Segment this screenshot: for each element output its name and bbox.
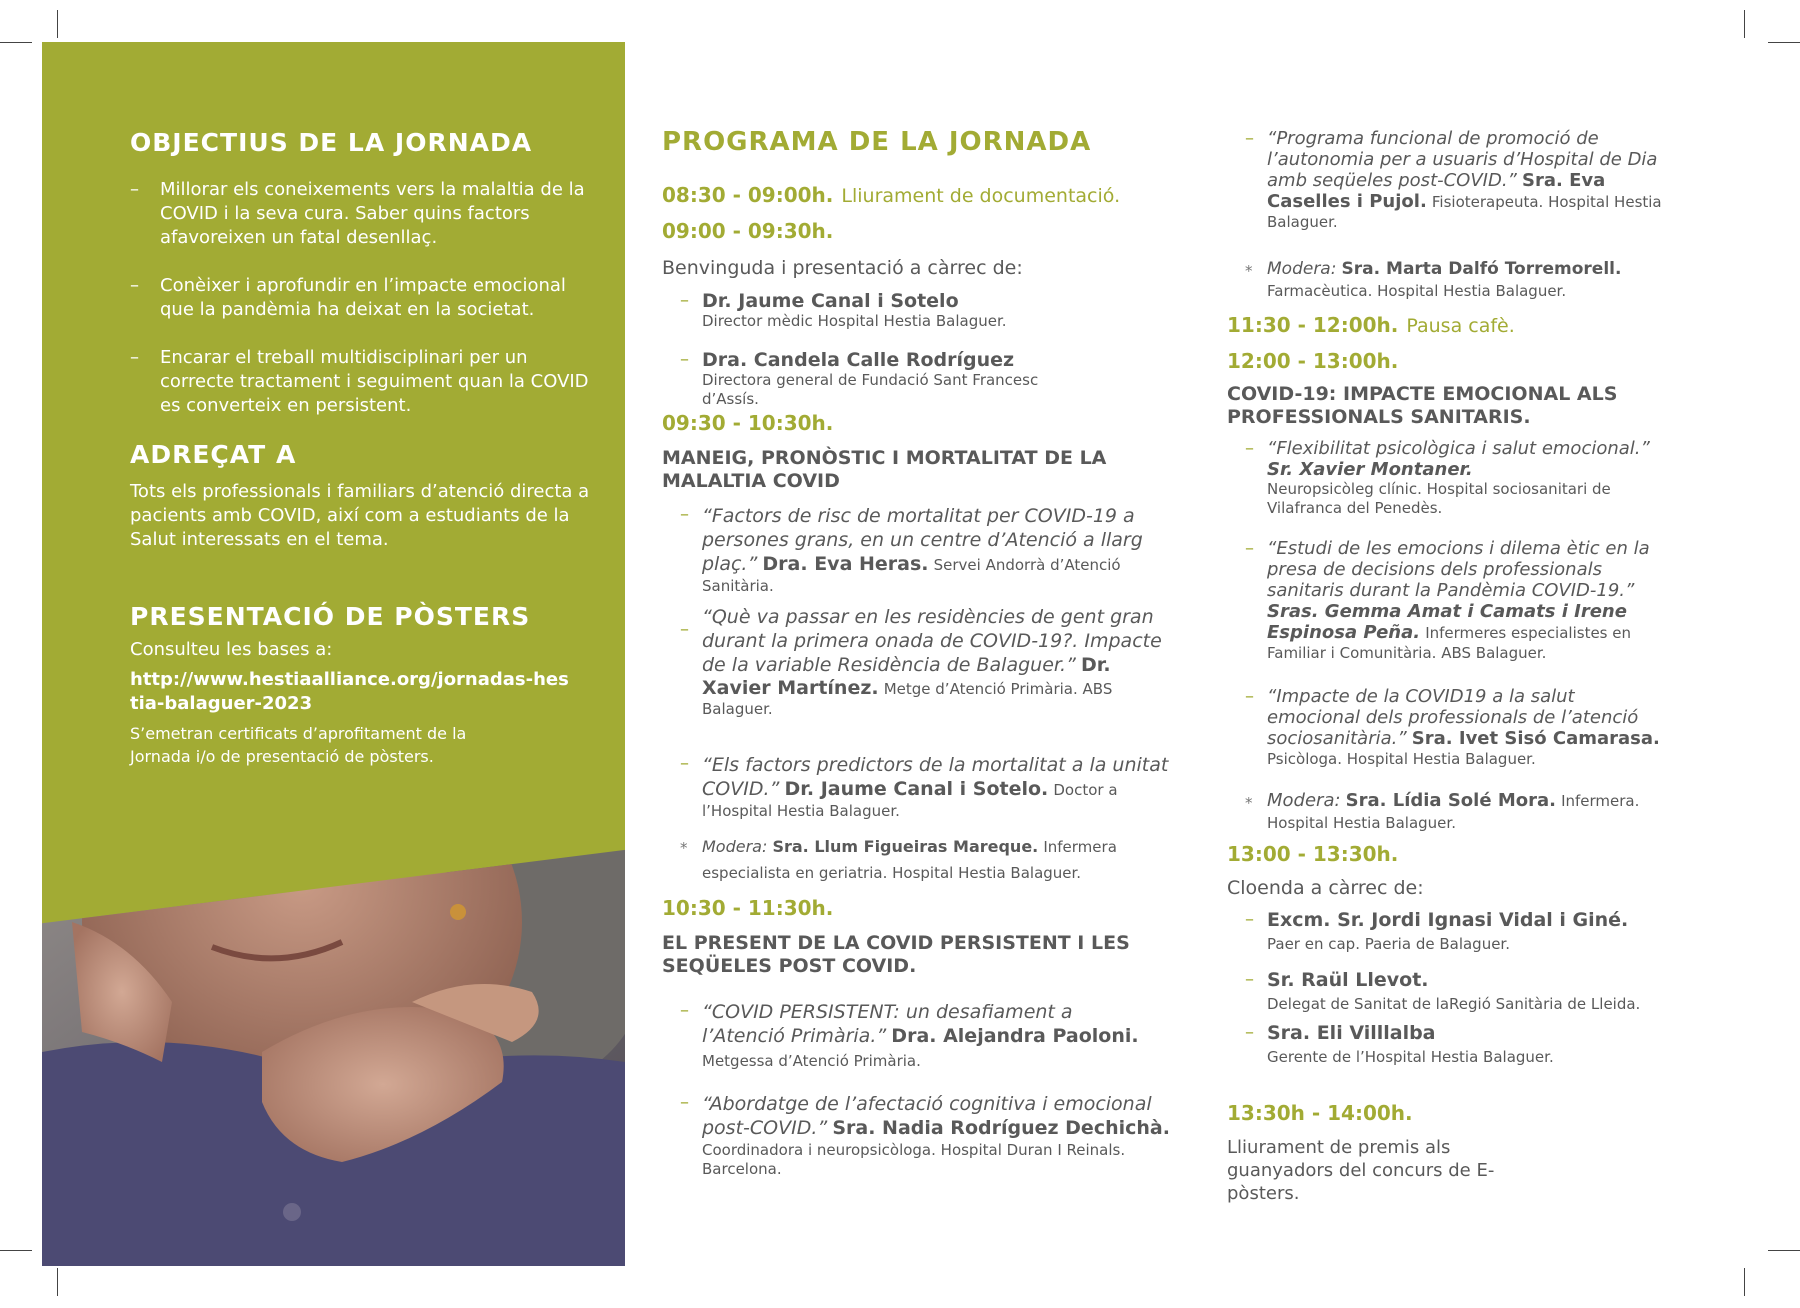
audience-title: ADREÇAT A <box>130 440 297 469</box>
list-item: – Dra. Candela Calle Rodríguez Directora general de Fundació Sant Francesc d’Assís. <box>680 349 1039 408</box>
session-time: 08:30 - 09:00h. Lliurament de documentació. <box>662 183 1121 207</box>
list-item: – Dr. Jaume Canal i Sotelo Director mèdic Hospital Hestia Balaguer. <box>680 290 1007 330</box>
dash-icon: – <box>130 275 139 296</box>
left-content <box>130 126 600 768</box>
asterisk-icon: * <box>680 839 688 857</box>
list-item: * Modera: Sra. Llum Figueiras Mareque. Infermera especialista en geriatria. Hospital Hestia Balaguer. <box>680 837 1117 882</box>
session-time: 10:30 - 11:30h. <box>662 896 834 920</box>
list-item: – “Programa funcional de promoció de l’autonomia per a usuaris d’Hospital de Dia amb seqüeles post-COVID.” Sra. Eva Caselles i Pujol. Fisioterapeuta. Hospital Hestia Balaguer. <box>1245 128 1662 231</box>
crop-mark <box>1768 42 1800 43</box>
list-item: – “Estudi de les emocions i dilema ètic en la presa de decisions dels professionals sanitaris durant la Pandèmia COVID-19.” Sras. Gemma Amat i Camats i Irene Espinosa Peña. Infermeres especialistes en Familiar i Comunitària. ABS Balaguer. <box>1245 538 1650 662</box>
dash-icon: – <box>1245 1022 1254 1043</box>
list-item: – Sr. Raül Llevot. Delegat de Sanitat de laRegió Sanitària de Lleida. <box>1245 969 1641 1013</box>
asterisk-icon: * <box>1245 262 1253 280</box>
dash-icon: – <box>1245 686 1254 707</box>
crop-mark <box>57 10 58 38</box>
dash-icon: – <box>680 753 689 774</box>
list-item: – Conèixer i aprofundir en l’impacte emocional que la pandèmia ha deixat en la societat. <box>130 275 566 320</box>
list-item: – “Flexibilitat psicològica i salut emocional.” Sr. Xavier Montaner. Neuropsicòleg clínic. Hospital sociosanitari de Vilafranca del Penedès. <box>1245 438 1650 517</box>
crop-mark <box>1744 10 1745 38</box>
session-heading: COVID-19: IMPACTE EMOCIONAL ALS PROFESSIONALS SANITARIS. <box>1227 383 1618 428</box>
posters-intro: Consulteu les bases a: <box>130 639 333 660</box>
list-item: – “Què va passar en les residències de gent gran durant la primera onada de COVID-19?. Impacte de la variable Residència de Balaguer.” Dr. Xavier Martínez. Metge d’Atenció Primària. ABS Balaguer. <box>680 606 1162 718</box>
list-item: – Sra. Eli Villlalba Gerente de l’Hospital Hestia Balaguer. <box>1245 1022 1554 1066</box>
list-item: – “Abordatge de l’afectació cognitiva i emocional post-COVID.” Sra. Nadia Rodríguez Dechichà. Coordinadora i neuropsicòloga. Hospital Duran I Reinals. Barcelona. <box>680 1092 1170 1178</box>
list-item: – Encarar el treball multidisciplinari per un correcte tractament i seguiment quan la COVID es converteix en persistent. <box>130 347 589 416</box>
session-intro: Benvinguda i presentació a càrrec de: <box>662 257 1023 279</box>
posters-title: PRESENTACIÓ DE PÒSTERS <box>130 602 531 631</box>
list-item: – “COVID PERSISTENT: un desafiament a l’Atenció Primària.” Dra. Alejandra Paoloni. Metgessa d’Atenció Primària. <box>680 1000 1139 1070</box>
list-item: – “Factors de risc de mortalitat per COVID-19 a persones grans, en un centre d’Atenció a llarg plaç.” Dra. Eva Heras. Servei Andorrà d’Atenció Sanitària. <box>680 504 1143 595</box>
objectives-list <box>130 178 600 418</box>
list-item: * Modera: Sra. Lídia Solé Mora. Infermera. Hospital Hestia Balaguer. <box>1245 790 1640 832</box>
crop-mark <box>57 1268 58 1296</box>
dash-icon: – <box>680 619 689 640</box>
audience-text: Tots els professionals i familiars d’atenció directa a pacients amb COVID, així com a estudiants de la Salut interessats en el tema. <box>130 481 590 550</box>
session-desc: Lliurament de premis als guanyadors del concurs de E-pòsters. <box>1227 1137 1495 1204</box>
crop-mark <box>1768 1250 1800 1251</box>
dash-icon: – <box>1245 969 1254 990</box>
dash-icon: – <box>1245 538 1254 559</box>
asterisk-icon: * <box>1245 794 1253 812</box>
posters-link[interactable]: http://www.hestiaalliance.org/jornadas-hestia-balaguer-2023 <box>130 669 569 714</box>
list-item: – “Els factors predictors de la mortalitat a la unitat COVID.” Dr. Jaume Canal i Sotelo. Doctor a l’Hospital Hestia Balaguer. <box>680 753 1169 820</box>
program-title: PROGRAMA DE LA JORNADA <box>662 127 1092 157</box>
list-item: * Modera: Sra. Marta Dalfó Torremorell. Farmacèutica. Hospital Hestia Balaguer. <box>1245 259 1622 300</box>
crop-mark <box>1744 1268 1745 1296</box>
dash-icon: – <box>1245 438 1254 459</box>
dash-icon: – <box>680 1000 689 1021</box>
objectives-title: OBJECTIUS DE LA JORNADA <box>130 128 533 157</box>
crop-mark <box>0 42 32 43</box>
session-time: 13:30h - 14:00h. <box>1227 1101 1413 1125</box>
dash-icon: – <box>1245 909 1254 930</box>
dash-icon: – <box>1245 128 1254 149</box>
dash-icon: – <box>680 1092 689 1113</box>
session-intro: Cloenda a càrrec de: <box>1227 877 1424 899</box>
crop-mark <box>0 1250 32 1251</box>
session-time: 09:00 - 09:30h. <box>662 219 834 243</box>
session-time: 09:30 - 10:30h. <box>662 411 834 435</box>
list-item: – Millorar els coneixements vers la malaltia de la COVID i la seva cura. Saber quins factors afavoreixen un fatal desenllaç. <box>130 179 585 248</box>
list-item: – “Impacte de la COVID19 a la salut emocional dels professionals de l’atenció sociosanitària.” Sra. Ivet Sisó Camarasa. Psicòloga. Hospital Hestia Balaguer. <box>1245 686 1660 768</box>
dash-icon: – <box>680 290 689 311</box>
session-time: 13:00 - 13:30h. <box>1227 842 1399 866</box>
left-panel <box>42 42 625 1266</box>
dash-icon: – <box>680 349 689 370</box>
dash-icon: – <box>130 347 139 368</box>
session-time: 12:00 - 13:00h. <box>1227 349 1399 373</box>
dash-icon: – <box>130 179 139 200</box>
dash-icon: – <box>680 504 689 525</box>
session-heading: EL PRESENT DE LA COVID PERSISTENT I LES SEQÜELES POST COVID. <box>662 932 1130 977</box>
list-item: – Excm. Sr. Jordi Ignasi Vidal i Giné. Paer en cap. Paeria de Balaguer. <box>1245 909 1629 953</box>
posters-note: S’emetran certificats d’aprofitament de la Jornada i/o de presentació de pòsters. <box>130 724 467 766</box>
session-heading: MANEIG, PRONÒSTIC I MORTALITAT DE LA MALALTIA COVID <box>662 447 1107 492</box>
session-time: 11:30 - 12:00h. Pausa cafè. <box>1227 313 1515 337</box>
